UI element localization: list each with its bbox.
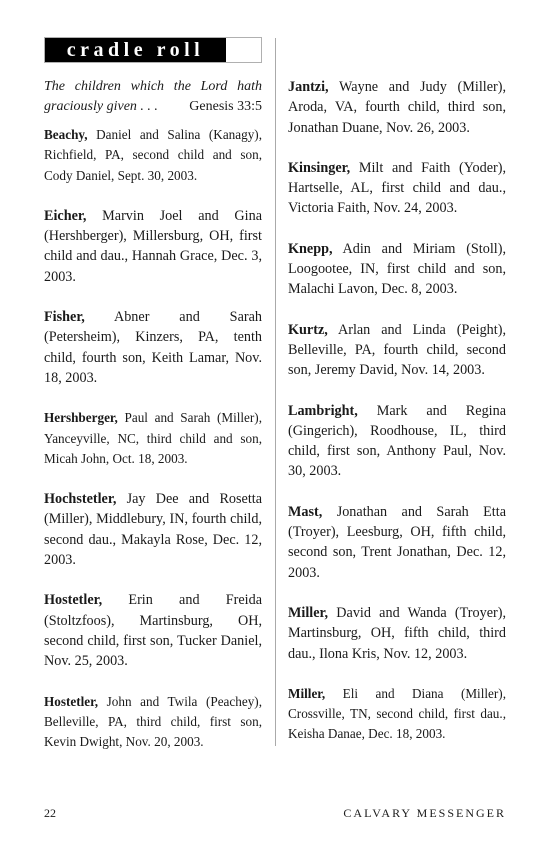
entry-surname: Hershberger, <box>44 410 118 426</box>
entry-surname: Hostetler, <box>44 693 99 709</box>
entry-surname: Eicher, <box>44 207 87 224</box>
birth-entry <box>288 320 506 381</box>
entry-details: Paul and Sarah (Miller), Yanceyville, NC, third child and son, Micah John, Oct. 18, 2003. <box>44 410 262 466</box>
birth-entry <box>44 307 262 388</box>
entry-surname: Mast, <box>288 503 323 520</box>
section-header <box>44 37 262 63</box>
entry-details: David and Wanda (Troyer), Martinsburg, OH, fifth child, third dau., Ilona Kris, Nov. 12, 2003. <box>288 604 506 662</box>
entry-surname: Hostetler, <box>44 592 103 609</box>
entry-details: Marvin Joel and Gina (Hershberger), Millersburg, OH, first child and dau., Hannah Grace, Dec. 3, 2003. <box>44 207 262 285</box>
birth-entry <box>44 692 262 753</box>
entry-surname: Jantzi, <box>288 79 329 95</box>
birth-entry <box>288 239 506 300</box>
birth-entry <box>288 603 506 664</box>
entry-details: Adin and Miriam (Stoll), Loogootee, IN, first child and son, Malachi Lavon, Dec. 8, 2003. <box>288 240 506 298</box>
entry-surname: Kinsinger, <box>288 159 351 176</box>
scripture-verse <box>44 77 262 117</box>
entry-surname: Fisher, <box>44 309 85 326</box>
verse-reference: Genesis 33:5 <box>189 99 262 114</box>
birth-entry <box>288 158 506 219</box>
entry-details: Mark and Regina (Gingerich), Roodhouse, IL, third child, first son, Anthony Paul, Nov. 30, 2003. <box>288 402 506 480</box>
left-column <box>44 77 262 772</box>
entry-details: Jay Dee and Rosetta (Miller), Middlebury, IN, fourth child, second dau., Makayla Rose, Dec. 12, 2003. <box>44 491 262 569</box>
entry-surname: Hochstetler, <box>44 491 117 508</box>
entry-surname: Knepp, <box>288 240 333 257</box>
entry-details: Jonathan and Sarah Etta (Troyer), Leesburg, OH, fifth child, second son, Trent Jonathan, Dec. 12, 2003. <box>288 503 506 581</box>
entry-details: Arlan and Linda (Peight), Belleville, PA, fourth child, second son, Jeremy David, Nov. 14, 2003. <box>288 321 506 379</box>
right-column <box>288 77 506 765</box>
verse-text: The children which the Lord hath graciously given . . . <box>44 79 262 114</box>
birth-entry <box>44 489 262 570</box>
birth-entry <box>44 408 262 469</box>
entry-details: Erin and Freida (Stoltzfoos), Martinsburg, OH, second child, first son, Tucker Daniel, Nov. 25, 2003. <box>44 592 262 670</box>
entry-surname: Kurtz, <box>288 321 328 338</box>
birth-entry <box>288 684 506 745</box>
page-number: 22 <box>44 806 56 820</box>
birth-entry <box>44 206 262 287</box>
section-title: cradle roll <box>45 38 226 62</box>
publication-title: CALVARY MESSENGER <box>343 806 506 820</box>
birth-entry <box>44 590 262 671</box>
entry-details: Wayne and Judy (Miller), Aroda, VA, fourth child, third son, Jonathan Duane, Nov. 26, 2003. <box>288 79 506 136</box>
birth-entry <box>44 125 262 186</box>
birth-entry <box>288 401 506 482</box>
entry-details: John and Twila (Peachey), Belleville, PA, third child, first son, Kevin Dwight, Nov. 20, 2003. <box>44 693 262 750</box>
entry-surname: Miller, <box>288 604 329 621</box>
birth-entry <box>288 502 506 583</box>
entry-surname: Beachy, <box>44 127 88 142</box>
entry-details: Abner and Sarah (Petersheim), Kinzers, PA, tenth child, fourth son, Keith Lamar, Nov. 18, 2003. <box>44 309 262 386</box>
entry-surname: Miller, <box>288 685 326 701</box>
entry-details: Daniel and Salina (Kanagy), Richfield, PA, second child and son, Cody Daniel, Sept. 30, 2003. <box>44 127 262 183</box>
birth-entry <box>288 77 506 138</box>
column-divider <box>275 38 276 746</box>
entry-surname: Lambright, <box>288 402 358 419</box>
entry-details: Milt and Faith (Yoder), Hartselle, AL, first child and dau., Victoria Faith, Nov. 24, 2003. <box>288 159 506 217</box>
entry-details: Eli and Diana (Miller), Crossville, TN, second child, first dau., Keisha Danae, Dec. 18, 2003. <box>288 685 506 742</box>
